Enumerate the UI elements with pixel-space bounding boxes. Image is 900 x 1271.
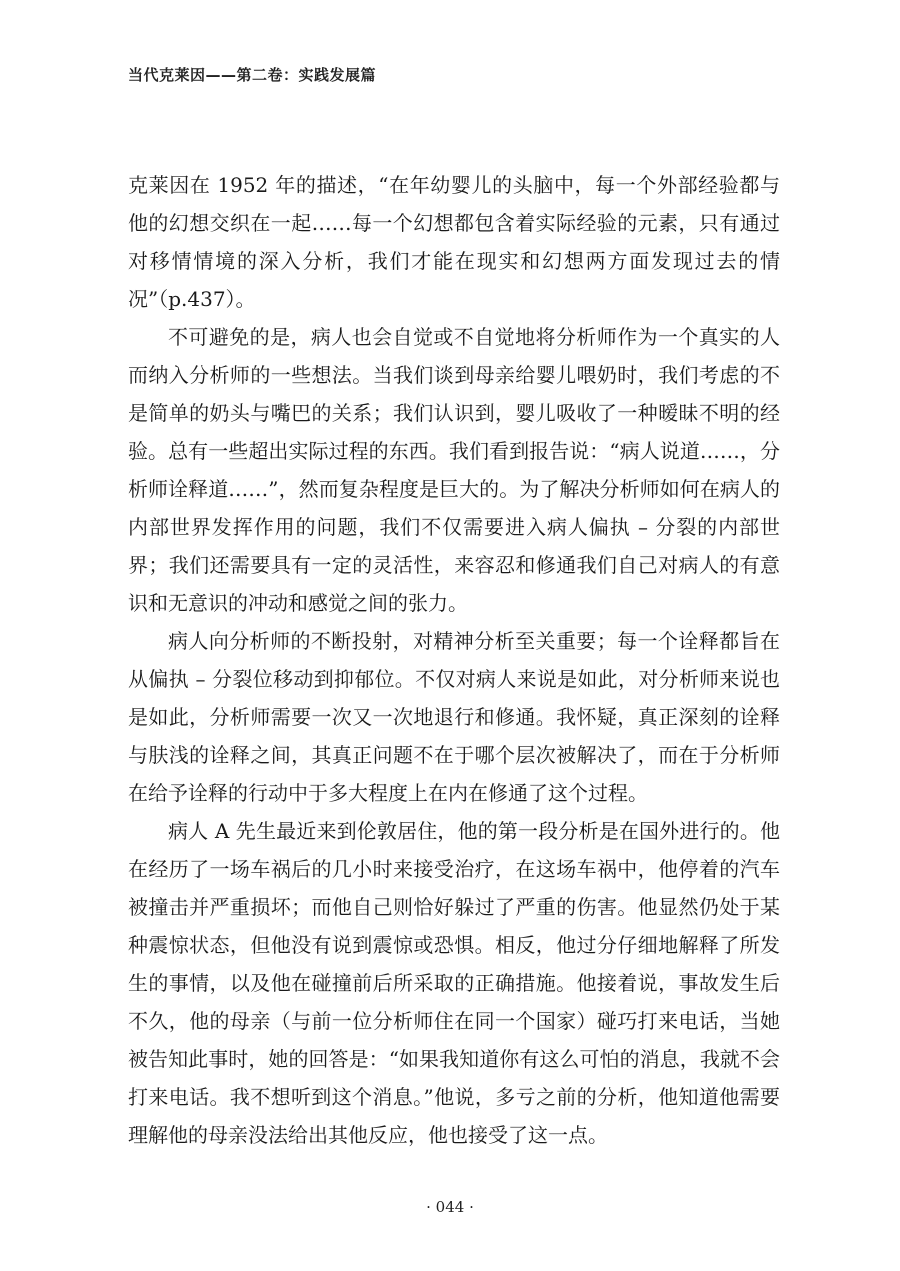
- paragraph: 病人向分析师的不断投射，对精神分析至关重要；每一个诠释都旨在从偏执 – 分裂位移动到抑郁位。不仅对病人来说是如此，对分析师来说也是如此，分析师需要一次又一次地退行和修通。我怀疑，真正深刻的诠释与肤浅的诠释之间，其真正问题不在于哪个层次被解决了，而在于分析师在给予诠释的行动中于多大程度上在内在修通了这个过程。: [128, 629, 780, 805]
- page-number: · 044 ·: [426, 1198, 474, 1216]
- paragraph-continued: 克莱因在 1952 年的描述，“在年幼婴儿的头脑中，每一个外部经验都与他的幻想交织在一起……每一个幻想都包含着实际经验的元素，只有通过对移情情境的深入分析，我们才能在现实和幻想两方面发现过去的情况”（p.437）。: [128, 173, 780, 311]
- paragraph: 病人 A 先生最近来到伦敦居住，他的第一段分析是在国外进行的。他在经历了一场车祸后的几小时来接受治疗，在这场车祸中，他停着的汽车被撞击并严重损坏；而他自己则恰好躲过了严重的伤害。他显然仍处于某种震惊状态，但他没有说到震惊或恐惧。相反，他过分仔细地解释了所发生的事情，以及他在碰撞前后所采取的正确措施。他接着说，事故发生后不久，他的母亲（与前一位分析师住在同一个国家）碰巧打来电话，当她被告知此事时，她的回答是：“如果我知道你有这么可怕的消息，我就不会打来电话。我不想听到这个消息。”他说，多亏之前的分析，他知道他需要理解他的母亲没法给出其他反应，他也接受了这一点。: [128, 819, 780, 1147]
- body-text: [128, 166, 780, 1154]
- running-header: 当代克莱因——第二卷：实践发展篇: [128, 66, 377, 84]
- paragraph: 不可避免的是，病人也会自觉或不自觉地将分析师作为一个真实的人而纳入分析师的一些想法。当我们谈到母亲给婴儿喂奶时，我们考虑的不是简单的奶头与嘴巴的关系；我们认识到，婴儿吸收了一种暧昧不明的经验。总有一些超出实际过程的东西。我们看到报告说：“病人说道……，分析师诠释道……”，然而复杂程度是巨大的。为了解决分析师如何在病人的内部世界发挥作用的问题，我们不仅需要进入病人偏执 – 分裂的内部世界；我们还需要具有一定的灵活性，来容忍和修通我们自己对病人的有意识和无意识的冲动和感觉之间的张力。: [128, 325, 780, 615]
